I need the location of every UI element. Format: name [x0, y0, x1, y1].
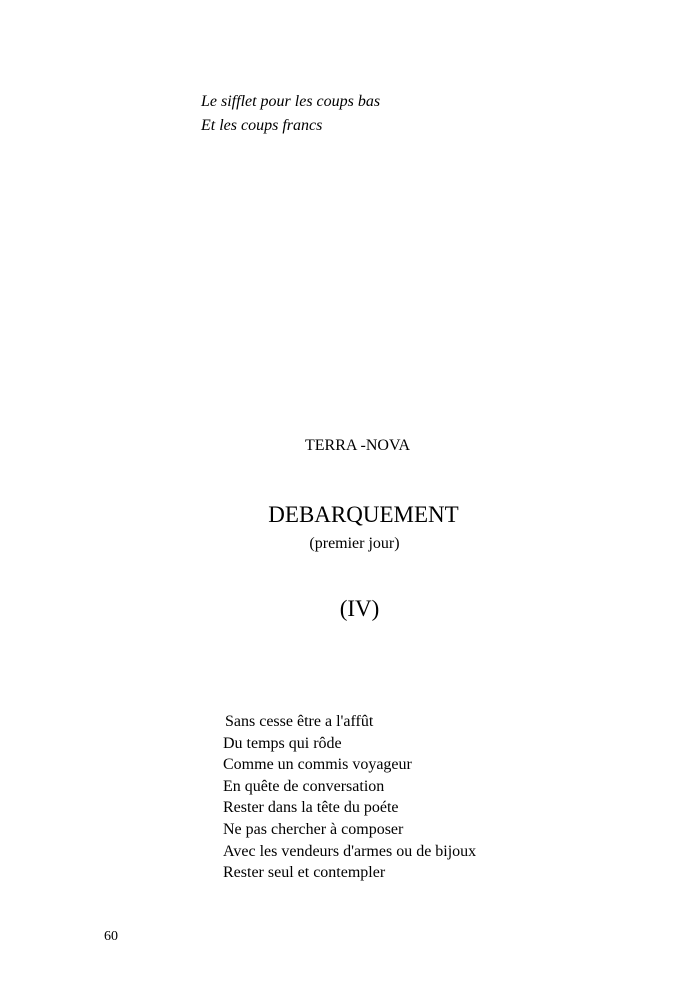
verse-line: En quête de conversation: [223, 777, 385, 795]
verse-line: Du temps qui rôde: [223, 734, 342, 752]
section-heading-text: TERRA -NOVA: [304, 437, 411, 454]
poem-verses: [223, 711, 476, 884]
section-heading: [0, 437, 699, 455]
page-number: 60: [104, 929, 118, 944]
verse-line: Rester seul et contempler: [223, 864, 386, 882]
verse-line: Avec les vendeurs d'armes ou de bijoux: [223, 842, 477, 860]
poem-number: [0, 596, 699, 622]
verse-line: Sans cesse être a l'affût: [225, 713, 374, 730]
closing-stanza: [201, 90, 380, 138]
stanza-line: Et les coups francs: [201, 117, 323, 134]
poem-subtitle-text: (premier jour): [309, 535, 400, 552]
poem-number-text: (IV): [339, 596, 380, 621]
verse-line: Ne pas chercher à composer: [223, 820, 404, 838]
poem-title: [0, 502, 699, 528]
verse-line: Comme un commis voyageur: [223, 756, 412, 774]
poem-title-text: DEBARQUEMENT: [268, 502, 459, 527]
stanza-line: Le sifflet pour les coups bas: [201, 93, 381, 110]
poem-subtitle: [0, 535, 699, 553]
verse-line: Rester dans la tête du poéte: [223, 799, 399, 817]
